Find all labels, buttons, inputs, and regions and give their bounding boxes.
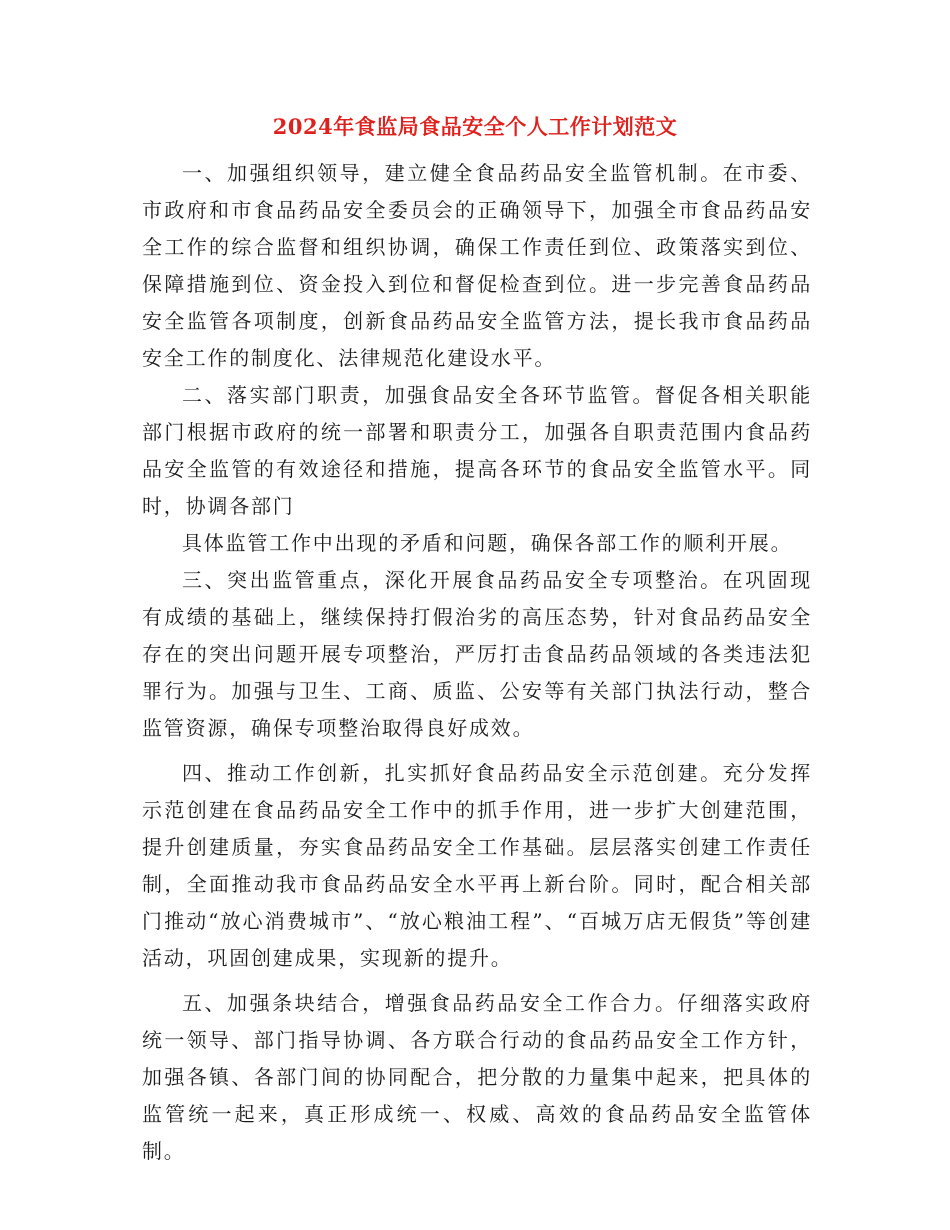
paragraph-4: 三、突出监管重点，深化开展食品药品安全专项整治。在巩固现有成绩的基础上，继续保持打假治劣的高压态势，针对食品药品安全存在的突出问题开展专项整治，严厉打击食品药品领域的各类违法犯罪行为。加强与卫生、工商、质监、公安等有关部门执法行动，整合监管资源，确保专项整治取得良好成效。 <box>142 568 812 740</box>
paragraph-3: 具体监管工作中出现的矛盾和问题，确保各部工作的顺利开展。 <box>182 531 793 555</box>
document-title: 2024年食监局食品安全个人工作计划范文 <box>272 114 678 139</box>
paragraph-6: 五、加强条块结合，增强食品药品安全工作合力。仔细落实政府统一领导、部门指导协调、各方联合行动的食品药品安全工作方针，加强各镇、各部门间的协同配合，把分散的力量集中起来，把具体的监管统一起来，真正形成统一、权威、高效的食品药品安全监管体制。 <box>142 991 812 1163</box>
paragraph-5: 四、推动工作创新，扎实抓好食品药品安全示范创建。充分发挥示范创建在食品药品安全工作中的抓手作用，进一步扩大创建范围，提升创建质量，夯实食品药品安全工作基础。层层落实创建工作责任制，全面推动我市食品药品安全水平再上新台阶。同时，配合相关部门推动“放心消费城市”、“放心粮油工程”、“百城万店无假货”等创建活动，巩固创建成果，实现新的提升。 <box>142 761 812 970</box>
document-body <box>142 155 812 1170</box>
paragraph-1: 一、加强组织领导，建立健全食品药品安全监管机制。在市委、市政府和市食品药品安全委员会的正确领导下，加强全市食品药品安全工作的综合监督和组织协调，确保工作责任到位、政策落实到位、保障措施到位、资金投入到位和督促检查到位。进一步完善食品药品安全监管各项制度，创新食品药品安全监管方法，提长我市食品药品安全工作的制度化、法律规范化建设水平。 <box>142 161 812 370</box>
paragraph-2: 二、落实部门职责，加强食品安全各环节监管。督促各相关职能部门根据市政府的统一部署和职责分工，加强各自职责范围内食品药品安全监管的有效途径和措施，提高各环节的食品安全监管水平。同时，协调各部门 <box>142 383 812 518</box>
